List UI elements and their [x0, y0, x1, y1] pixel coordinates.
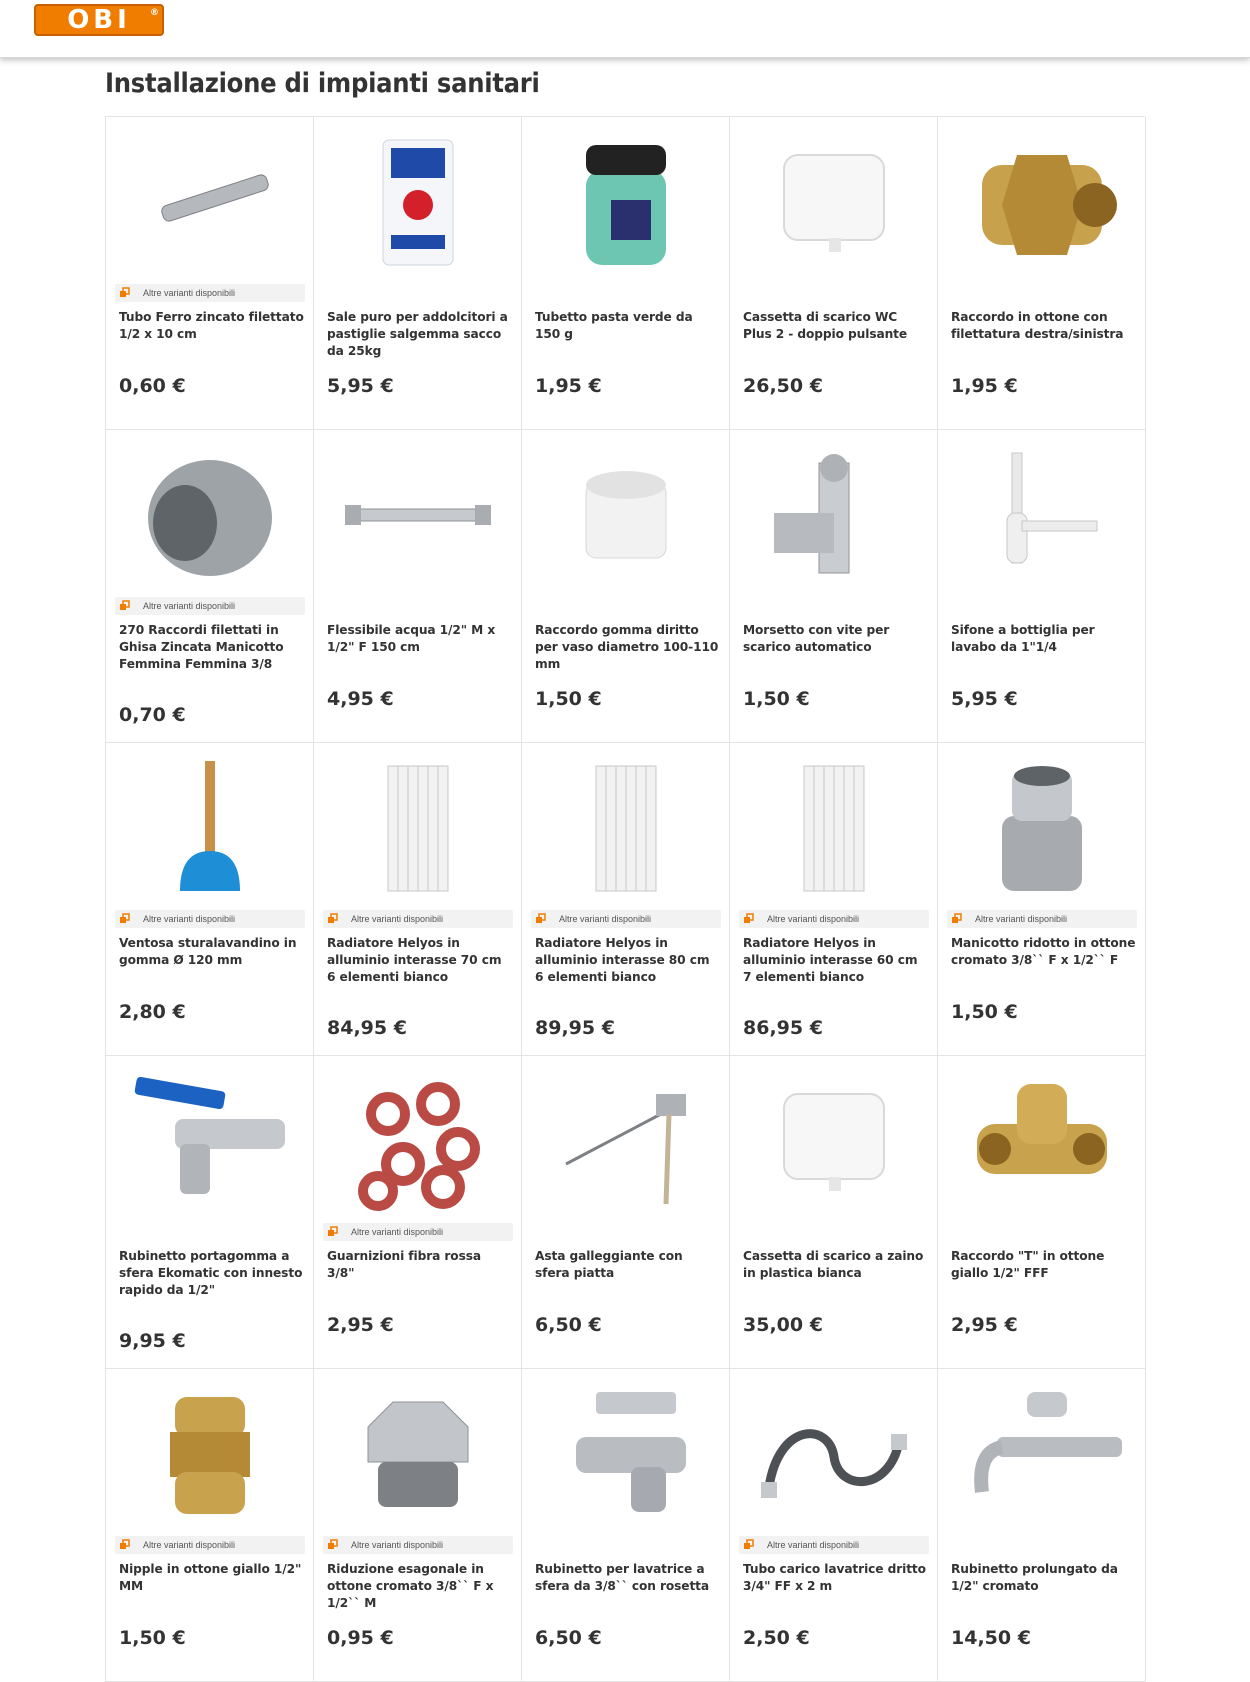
product-price: 1,50 € [119, 1627, 186, 1649]
salt-bag-icon [333, 130, 503, 275]
variants-label: Altre varianti disponibili [143, 914, 236, 924]
product-price: 2,50 € [743, 1627, 810, 1649]
variants-icon [535, 913, 547, 925]
product-price: 9,95 € [119, 1330, 186, 1352]
product-price: 4,95 € [327, 688, 394, 710]
variants-label: Altre varianti disponibili [351, 1540, 444, 1550]
product-name[interactable]: Cassetta di scarico WC Plus 2 - doppio pulsante [743, 310, 908, 341]
product-name[interactable]: Nipple in ottone giallo 1/2" MM [119, 1562, 302, 1593]
product-card-7[interactable] [314, 430, 522, 743]
product-image[interactable] [328, 753, 508, 903]
rubber-connector-icon [541, 443, 711, 588]
product-price: 2,80 € [119, 1001, 186, 1023]
product-name[interactable]: Raccordo gomma diritto per vaso diametro 100-110 mm [535, 623, 719, 671]
product-image[interactable] [744, 753, 924, 903]
product-name[interactable]: Riduzione esagonale in ottone cromato 3/8`` F x 1/2`` M [327, 1562, 494, 1610]
product-image[interactable] [120, 1066, 300, 1216]
variants-badge [115, 910, 305, 928]
variants-label: Altre varianti disponibili [143, 1540, 236, 1550]
product-name[interactable]: Flessibile acqua 1/2" M x 1/2" F 150 cm [327, 623, 496, 654]
product-card-8[interactable] [522, 430, 730, 743]
variants-icon [327, 1539, 339, 1551]
product-price: 2,95 € [951, 1314, 1018, 1336]
product-price: 2,95 € [327, 1314, 394, 1336]
product-image[interactable] [120, 127, 300, 277]
product-card-23[interactable] [522, 1369, 730, 1682]
variants-badge [323, 910, 513, 928]
product-image[interactable] [744, 1379, 924, 1529]
product-image[interactable] [536, 1066, 716, 1216]
product-card-17[interactable] [314, 1056, 522, 1369]
product-image[interactable] [328, 440, 508, 590]
product-name[interactable]: Radiatore Helyos in alluminio interasse 80 cm 6 elementi bianco [535, 936, 710, 984]
product-name[interactable]: Raccordo in ottone con filettatura destra/sinistra [951, 310, 1124, 341]
washer-hose-icon [749, 1382, 919, 1527]
product-price: 35,00 € [743, 1314, 823, 1336]
product-price: 1,50 € [535, 688, 602, 710]
product-card-20[interactable] [938, 1056, 1146, 1369]
variants-badge [323, 1223, 513, 1241]
product-grid [105, 116, 1145, 1682]
product-card-10[interactable] [938, 430, 1146, 743]
variants-icon [119, 600, 131, 612]
product-name[interactable]: 270 Raccordi filettati in Ghisa Zincata Manicotto Femmina Femmina 3/8 [119, 623, 284, 671]
product-card-9[interactable] [730, 430, 938, 743]
variants-label: Altre varianti disponibili [975, 914, 1068, 924]
product-name[interactable]: Rubinetto portagomma a sfera Ekomatic con innesto rapido da 1/2" [119, 1249, 303, 1297]
site-header [0, 0, 1250, 58]
product-card-24[interactable] [730, 1369, 938, 1682]
product-card-4[interactable] [730, 117, 938, 430]
product-image[interactable] [952, 1379, 1132, 1529]
product-card-14[interactable] [730, 743, 938, 1056]
long-tap-icon [957, 1382, 1127, 1527]
product-image[interactable] [952, 753, 1132, 903]
product-name[interactable]: Manicotto ridotto in ottone cromato 3/8`` F x 1/2`` F [951, 936, 1136, 967]
variants-label: Altre varianti disponibili [351, 1227, 444, 1237]
product-price: 89,95 € [535, 1017, 615, 1039]
plunger-icon [125, 756, 295, 901]
product-card-21[interactable] [106, 1369, 314, 1682]
product-name[interactable]: Tubo carico lavatrice dritto 3/4" FF x 2 m [743, 1562, 926, 1593]
product-image[interactable] [328, 1379, 508, 1529]
product-name[interactable]: Tubetto pasta verde da 150 g [535, 310, 693, 341]
product-card-5[interactable] [938, 117, 1146, 430]
product-name[interactable]: Guarnizioni fibra rossa 3/8" [327, 1249, 482, 1280]
product-card-22[interactable] [314, 1369, 522, 1682]
product-price: 5,95 € [327, 375, 394, 397]
product-image[interactable] [744, 1066, 924, 1216]
product-image[interactable] [952, 127, 1132, 277]
siphon-icon [957, 443, 1127, 588]
product-price: 14,50 € [951, 1627, 1031, 1649]
product-card-3[interactable] [522, 117, 730, 430]
radiator-icon [333, 756, 503, 901]
product-name[interactable]: Ventosa sturalavandino in gomma Ø 120 mm [119, 936, 297, 967]
product-price: 26,50 € [743, 375, 823, 397]
variants-icon [119, 913, 131, 925]
variants-badge [739, 910, 929, 928]
product-price: 5,95 € [951, 688, 1018, 710]
product-price: 0,95 € [327, 1627, 394, 1649]
washer-tap-icon [541, 1382, 711, 1527]
product-card-1[interactable] [106, 117, 314, 430]
logo-text: OBI [67, 5, 131, 35]
page-title: Installazione di impianti sanitari [105, 68, 540, 99]
product-name[interactable]: Rubinetto per lavatrice a sfera da 3/8`` con rosetta [535, 1562, 710, 1593]
product-name[interactable]: Cassetta di scarico a zaino in plastica bianca [743, 1249, 924, 1280]
variants-label: Altre varianti disponibili [143, 288, 236, 298]
product-image[interactable] [328, 1066, 508, 1216]
variants-label: Altre varianti disponibili [559, 914, 652, 924]
gaskets-icon [333, 1069, 503, 1214]
product-name[interactable]: Morsetto con vite per scarico automatico [743, 623, 890, 654]
product-name[interactable]: Tubo Ferro zincato filettato 1/2 x 10 cm [119, 310, 304, 341]
obi-logo[interactable]: OBI ® [34, 4, 164, 36]
product-card-11[interactable] [106, 743, 314, 1056]
product-image[interactable] [952, 440, 1132, 590]
product-image[interactable] [120, 440, 300, 590]
product-name[interactable]: Raccordo "T" in ottone giallo 1/2" FFF [951, 1249, 1105, 1280]
nipple-icon [125, 1382, 295, 1527]
product-name[interactable]: Sale puro per addolcitori a pastiglie salgemma sacco da 25kg [327, 310, 508, 358]
hex-reducer-icon [333, 1382, 503, 1527]
product-name[interactable]: Radiatore Helyos in alluminio interasse 70 cm 6 elementi bianco [327, 936, 502, 984]
product-price: 1,95 € [535, 375, 602, 397]
product-image[interactable] [120, 1379, 300, 1529]
variants-badge [323, 1536, 513, 1554]
variants-icon [743, 1539, 755, 1551]
variants-badge [115, 284, 305, 302]
product-image[interactable] [536, 127, 716, 277]
product-card-16[interactable] [106, 1056, 314, 1369]
product-image[interactable] [120, 753, 300, 903]
cistern-icon [749, 1069, 919, 1214]
product-image[interactable] [536, 753, 716, 903]
variants-label: Altre varianti disponibili [767, 1540, 860, 1550]
clamp-icon [749, 443, 919, 588]
product-card-6[interactable] [106, 430, 314, 743]
variants-icon [327, 913, 339, 925]
brass-fitting-icon [957, 130, 1127, 275]
product-image[interactable] [744, 127, 924, 277]
product-image[interactable] [744, 440, 924, 590]
product-price: 84,95 € [327, 1017, 407, 1039]
variants-icon [119, 287, 131, 299]
garden-tap-icon [125, 1069, 295, 1214]
variants-badge [739, 1536, 929, 1554]
variants-label: Altre varianti disponibili [143, 601, 236, 611]
product-name[interactable]: Radiatore Helyos in alluminio interasse 60 cm 7 elementi bianco [743, 936, 918, 984]
product-image[interactable] [536, 440, 716, 590]
variants-icon [743, 913, 755, 925]
product-card-18[interactable] [522, 1056, 730, 1369]
variants-badge [115, 597, 305, 615]
product-name[interactable]: Asta galleggiante con sfera piatta [535, 1249, 683, 1280]
radiator-icon [749, 756, 919, 901]
product-price: 1,50 € [951, 1001, 1018, 1023]
variants-label: Altre varianti disponibili [767, 914, 860, 924]
product-card-25[interactable] [938, 1369, 1146, 1682]
product-image[interactable] [952, 1066, 1132, 1216]
variants-badge [115, 1536, 305, 1554]
flex-hose-icon [333, 443, 503, 588]
variants-icon [951, 913, 963, 925]
product-price: 0,60 € [119, 375, 186, 397]
variants-badge [531, 910, 721, 928]
radiator-icon [541, 756, 711, 901]
variants-badge [947, 910, 1137, 928]
product-price: 0,70 € [119, 704, 186, 726]
product-card-12[interactable] [314, 743, 522, 1056]
variants-icon [327, 1226, 339, 1238]
product-price: 1,50 € [743, 688, 810, 710]
product-card-15[interactable] [938, 743, 1146, 1056]
chrome-reducer-icon [957, 756, 1127, 901]
product-price: 6,50 € [535, 1314, 602, 1336]
variants-icon [119, 1539, 131, 1551]
product-card-13[interactable] [522, 743, 730, 1056]
product-name[interactable]: Rubinetto prolungato da 1/2" cromato [951, 1562, 1118, 1593]
pipe-icon [125, 130, 295, 275]
product-price: 6,50 € [535, 1627, 602, 1649]
variants-label: Altre varianti disponibili [351, 914, 444, 924]
tee-fitting-icon [957, 1069, 1127, 1214]
product-card-19[interactable] [730, 1056, 938, 1369]
product-price: 86,95 € [743, 1017, 823, 1039]
product-image[interactable] [536, 1379, 716, 1529]
product-name[interactable]: Sifone a bottiglia per lavabo da 1"1/4 [951, 623, 1095, 654]
product-image[interactable] [328, 127, 508, 277]
product-card-2[interactable] [314, 117, 522, 430]
paste-jar-icon [541, 130, 711, 275]
float-rod-icon [541, 1069, 711, 1214]
cistern-icon [749, 130, 919, 275]
product-price: 1,95 € [951, 375, 1018, 397]
socket-fitting-icon [125, 443, 295, 588]
